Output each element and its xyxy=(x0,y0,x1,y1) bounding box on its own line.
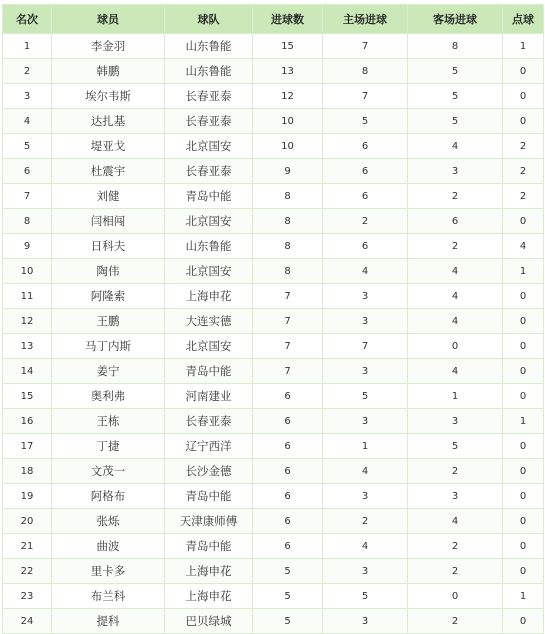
cell-rank: 18 xyxy=(3,459,52,484)
cell-away-goals: 1 xyxy=(408,384,503,409)
cell-penalties: 0 xyxy=(503,209,544,234)
cell-player: 闫相闯 xyxy=(52,209,165,234)
cell-penalties: 0 xyxy=(503,384,544,409)
cell-away-goals: 3 xyxy=(408,484,503,509)
cell-home-goals: 3 xyxy=(323,309,408,334)
cell-team: 上海申花 xyxy=(165,284,253,309)
cell-goals: 6 xyxy=(253,459,323,484)
cell-home-goals: 6 xyxy=(323,159,408,184)
table-row xyxy=(3,234,544,259)
cell-team: 青岛中能 xyxy=(165,534,253,559)
cell-player: 姜宁 xyxy=(52,359,165,384)
cell-team: 长春亚泰 xyxy=(165,109,253,134)
cell-team: 青岛中能 xyxy=(165,484,253,509)
table-row xyxy=(3,359,544,384)
cell-home-goals: 4 xyxy=(323,259,408,284)
cell-player: 文茂一 xyxy=(52,459,165,484)
table-row xyxy=(3,334,544,359)
cell-player: 韩鹏 xyxy=(52,59,165,84)
cell-goals: 8 xyxy=(253,209,323,234)
cell-home-goals: 3 xyxy=(323,359,408,384)
cell-team: 上海申花 xyxy=(165,559,253,584)
cell-home-goals: 5 xyxy=(323,384,408,409)
cell-rank: 14 xyxy=(3,359,52,384)
cell-rank: 2 xyxy=(3,59,52,84)
cell-away-goals: 6 xyxy=(408,209,503,234)
cell-penalties: 0 xyxy=(503,284,544,309)
cell-away-goals: 5 xyxy=(408,59,503,84)
cell-goals: 6 xyxy=(253,409,323,434)
cell-team: 北京国安 xyxy=(165,209,253,234)
cell-team: 北京国安 xyxy=(165,334,253,359)
cell-goals: 6 xyxy=(253,384,323,409)
cell-player: 王栋 xyxy=(52,409,165,434)
table-row xyxy=(3,84,544,109)
cell-goals: 12 xyxy=(253,84,323,109)
header-row xyxy=(3,5,544,34)
cell-penalties: 0 xyxy=(503,334,544,359)
cell-player: 日科夫 xyxy=(52,234,165,259)
cell-team: 长春亚泰 xyxy=(165,159,253,184)
cell-player: 奥利弗 xyxy=(52,384,165,409)
cell-home-goals: 5 xyxy=(323,584,408,609)
cell-home-goals: 6 xyxy=(323,184,408,209)
cell-home-goals: 4 xyxy=(323,459,408,484)
cell-player: 曲波 xyxy=(52,534,165,559)
cell-rank: 20 xyxy=(3,509,52,534)
cell-away-goals: 4 xyxy=(408,509,503,534)
header-away-goals: 客场进球 xyxy=(408,5,503,34)
cell-away-goals: 4 xyxy=(408,259,503,284)
cell-goals: 5 xyxy=(253,559,323,584)
cell-team: 山东鲁能 xyxy=(165,234,253,259)
cell-player: 埃尔韦斯 xyxy=(52,84,165,109)
cell-home-goals: 3 xyxy=(323,409,408,434)
cell-player: 里卡多 xyxy=(52,559,165,584)
cell-team: 山东鲁能 xyxy=(165,34,253,59)
cell-penalties: 1 xyxy=(503,409,544,434)
cell-rank: 22 xyxy=(3,559,52,584)
cell-away-goals: 3 xyxy=(408,409,503,434)
table-row xyxy=(3,159,544,184)
header-player: 球员 xyxy=(52,5,165,34)
cell-penalties: 4 xyxy=(503,234,544,259)
cell-rank: 24 xyxy=(3,609,52,634)
cell-rank: 7 xyxy=(3,184,52,209)
cell-rank: 12 xyxy=(3,309,52,334)
cell-rank: 5 xyxy=(3,134,52,159)
cell-away-goals: 2 xyxy=(408,184,503,209)
cell-goals: 13 xyxy=(253,59,323,84)
cell-away-goals: 4 xyxy=(408,134,503,159)
table-row xyxy=(3,584,544,609)
cell-home-goals: 7 xyxy=(323,34,408,59)
cell-player: 李金羽 xyxy=(52,34,165,59)
cell-penalties: 0 xyxy=(503,509,544,534)
cell-team: 天津康师傅 xyxy=(165,509,253,534)
cell-away-goals: 3 xyxy=(408,159,503,184)
cell-player: 提科 xyxy=(52,609,165,634)
scorers-table-container xyxy=(2,4,543,634)
cell-away-goals: 2 xyxy=(408,459,503,484)
cell-team: 长沙金德 xyxy=(165,459,253,484)
cell-away-goals: 5 xyxy=(408,434,503,459)
cell-player: 阿隆索 xyxy=(52,284,165,309)
header-goals: 进球数 xyxy=(253,5,323,34)
cell-home-goals: 3 xyxy=(323,609,408,634)
table-row xyxy=(3,134,544,159)
table-row xyxy=(3,484,544,509)
cell-team: 辽宁西洋 xyxy=(165,434,253,459)
cell-goals: 7 xyxy=(253,284,323,309)
cell-player: 王鹏 xyxy=(52,309,165,334)
cell-home-goals: 4 xyxy=(323,534,408,559)
table-row xyxy=(3,434,544,459)
table-row xyxy=(3,59,544,84)
cell-penalties: 0 xyxy=(503,484,544,509)
cell-team: 北京国安 xyxy=(165,259,253,284)
table-row xyxy=(3,309,544,334)
cell-goals: 15 xyxy=(253,34,323,59)
cell-away-goals: 5 xyxy=(408,84,503,109)
cell-team: 长春亚泰 xyxy=(165,84,253,109)
cell-penalties: 2 xyxy=(503,159,544,184)
table-row xyxy=(3,534,544,559)
cell-away-goals: 4 xyxy=(408,284,503,309)
cell-home-goals: 3 xyxy=(323,484,408,509)
cell-team: 巴贝绿城 xyxy=(165,609,253,634)
cell-goals: 7 xyxy=(253,359,323,384)
cell-penalties: 0 xyxy=(503,534,544,559)
table-row xyxy=(3,559,544,584)
cell-player: 张烁 xyxy=(52,509,165,534)
cell-home-goals: 8 xyxy=(323,59,408,84)
cell-rank: 19 xyxy=(3,484,52,509)
cell-penalties: 1 xyxy=(503,259,544,284)
cell-team: 青岛中能 xyxy=(165,184,253,209)
cell-rank: 8 xyxy=(3,209,52,234)
cell-home-goals: 3 xyxy=(323,559,408,584)
cell-penalties: 1 xyxy=(503,584,544,609)
header-home-goals: 主场进球 xyxy=(323,5,408,34)
cell-penalties: 0 xyxy=(503,109,544,134)
cell-away-goals: 2 xyxy=(408,559,503,584)
cell-rank: 16 xyxy=(3,409,52,434)
cell-away-goals: 2 xyxy=(408,534,503,559)
cell-rank: 6 xyxy=(3,159,52,184)
cell-goals: 6 xyxy=(253,509,323,534)
header-rank: 名次 xyxy=(3,5,52,34)
cell-goals: 10 xyxy=(253,109,323,134)
cell-away-goals: 0 xyxy=(408,334,503,359)
table-row xyxy=(3,284,544,309)
table-header xyxy=(3,5,544,34)
cell-home-goals: 3 xyxy=(323,284,408,309)
cell-player: 杜震宇 xyxy=(52,159,165,184)
cell-rank: 9 xyxy=(3,234,52,259)
cell-away-goals: 8 xyxy=(408,34,503,59)
cell-away-goals: 0 xyxy=(408,584,503,609)
cell-rank: 23 xyxy=(3,584,52,609)
cell-penalties: 0 xyxy=(503,459,544,484)
cell-player: 阿格布 xyxy=(52,484,165,509)
cell-penalties: 0 xyxy=(503,559,544,584)
table-row xyxy=(3,459,544,484)
cell-away-goals: 5 xyxy=(408,109,503,134)
cell-rank: 11 xyxy=(3,284,52,309)
cell-penalties: 0 xyxy=(503,359,544,384)
cell-goals: 9 xyxy=(253,159,323,184)
cell-goals: 6 xyxy=(253,484,323,509)
cell-goals: 7 xyxy=(253,309,323,334)
cell-goals: 6 xyxy=(253,534,323,559)
table-row xyxy=(3,34,544,59)
top-scorers-table xyxy=(2,4,544,634)
cell-team: 河南建业 xyxy=(165,384,253,409)
cell-team: 青岛中能 xyxy=(165,359,253,384)
cell-goals: 8 xyxy=(253,234,323,259)
table-body xyxy=(3,34,544,634)
table-row xyxy=(3,409,544,434)
cell-penalties: 0 xyxy=(503,59,544,84)
cell-goals: 6 xyxy=(253,434,323,459)
cell-penalties: 0 xyxy=(503,84,544,109)
table-row xyxy=(3,384,544,409)
cell-home-goals: 1 xyxy=(323,434,408,459)
cell-team: 上海申花 xyxy=(165,584,253,609)
cell-home-goals: 6 xyxy=(323,134,408,159)
table-row xyxy=(3,184,544,209)
table-row xyxy=(3,509,544,534)
cell-penalties: 2 xyxy=(503,134,544,159)
cell-player: 刘健 xyxy=(52,184,165,209)
cell-rank: 1 xyxy=(3,34,52,59)
cell-goals: 7 xyxy=(253,334,323,359)
cell-away-goals: 2 xyxy=(408,234,503,259)
cell-away-goals: 4 xyxy=(408,309,503,334)
cell-player: 布兰科 xyxy=(52,584,165,609)
cell-goals: 8 xyxy=(253,259,323,284)
cell-away-goals: 4 xyxy=(408,359,503,384)
cell-rank: 21 xyxy=(3,534,52,559)
cell-rank: 10 xyxy=(3,259,52,284)
cell-rank: 17 xyxy=(3,434,52,459)
cell-player: 达扎基 xyxy=(52,109,165,134)
cell-home-goals: 7 xyxy=(323,84,408,109)
cell-penalties: 0 xyxy=(503,609,544,634)
cell-home-goals: 2 xyxy=(323,209,408,234)
cell-player: 陶伟 xyxy=(52,259,165,284)
cell-team: 山东鲁能 xyxy=(165,59,253,84)
cell-penalties: 0 xyxy=(503,434,544,459)
cell-away-goals: 2 xyxy=(408,609,503,634)
table-row xyxy=(3,209,544,234)
cell-team: 北京国安 xyxy=(165,134,253,159)
cell-penalties: 2 xyxy=(503,184,544,209)
cell-penalties: 0 xyxy=(503,309,544,334)
cell-goals: 8 xyxy=(253,184,323,209)
cell-home-goals: 7 xyxy=(323,334,408,359)
cell-home-goals: 2 xyxy=(323,509,408,534)
cell-player: 丁捷 xyxy=(52,434,165,459)
cell-goals: 10 xyxy=(253,134,323,159)
cell-home-goals: 6 xyxy=(323,234,408,259)
cell-goals: 5 xyxy=(253,609,323,634)
cell-rank: 13 xyxy=(3,334,52,359)
cell-player: 堤亚戈 xyxy=(52,134,165,159)
cell-home-goals: 5 xyxy=(323,109,408,134)
header-penalties: 点球 xyxy=(503,5,544,34)
cell-team: 大连实德 xyxy=(165,309,253,334)
table-row xyxy=(3,109,544,134)
cell-team: 长春亚泰 xyxy=(165,409,253,434)
cell-rank: 15 xyxy=(3,384,52,409)
cell-rank: 4 xyxy=(3,109,52,134)
table-row xyxy=(3,259,544,284)
header-team: 球队 xyxy=(165,5,253,34)
cell-penalties: 1 xyxy=(503,34,544,59)
cell-goals: 5 xyxy=(253,584,323,609)
cell-player: 马丁内斯 xyxy=(52,334,165,359)
cell-rank: 3 xyxy=(3,84,52,109)
table-row xyxy=(3,609,544,634)
